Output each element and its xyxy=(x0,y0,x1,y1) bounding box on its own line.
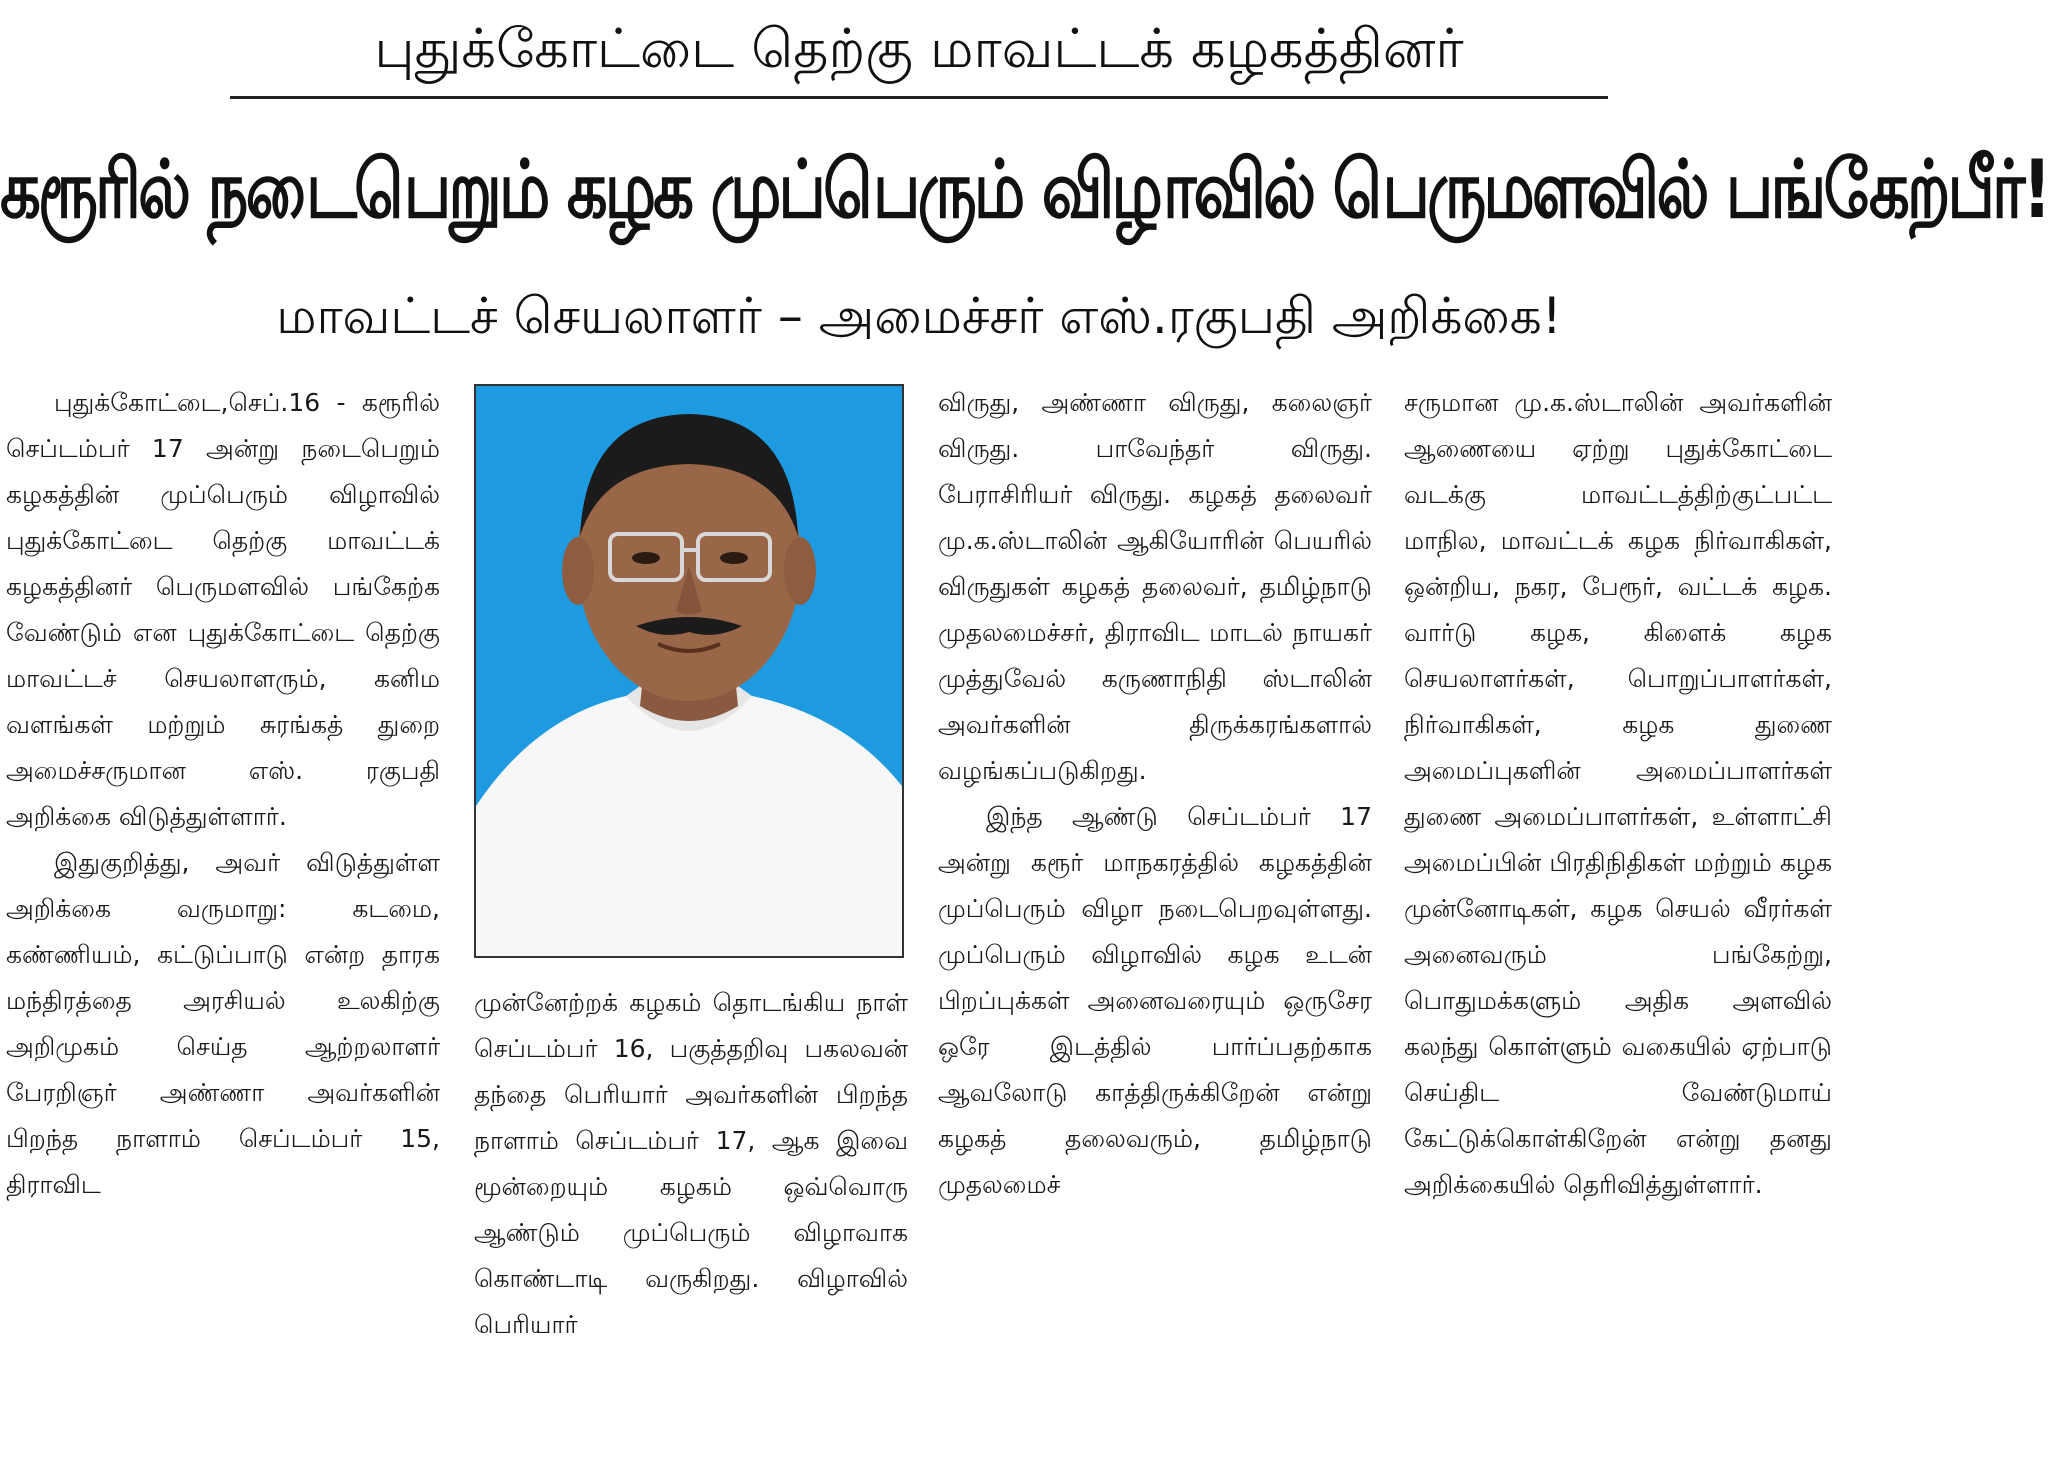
article-column-3 xyxy=(938,380,1372,1208)
column-1-paragraph-2: இதுகுறித்து, அவர் விடுத்துள்ள அறிக்கை வருமாறு: கடமை, கண்ணியம், கட்டுப்பாடு என்ற தாரக மந்திரத்தை அரசியல் உலகிற்கு அறிமுகம் செய்த ஆற்றலாளர் பேரறிஞர் அண்ணா அவர்களின் பிறந்த நாளாம் செப்டம்பர் 15, திராவிட xyxy=(6,848,440,1199)
article-column-2 xyxy=(474,980,908,1348)
article-column-4 xyxy=(1404,380,1832,1208)
main-headline: கரூரில் நடைபெறும் கழக முப்பெரும் விழாவில் பெருமளவில் பங்கேற்பீர்! xyxy=(0,144,2049,237)
portrait-illustration xyxy=(476,386,902,956)
article-column-1 xyxy=(6,380,440,1208)
column-2-paragraph-1: முன்னேற்றக் கழகம் தொடங்கிய நாள் செப்டம்பர் 16, பகுத்தறிவு பகலவன் தந்தை பெரியார் அவர்களின் பிறந்த நாளாம் செப்டம்பர் 17, ஆக இவை மூன்றையும் கழகம் ஒவ்வொரு ஆண்டும் முப்பெரும் விழாவாக கொண்டாடி வருகிறது. விழாவில் பெரியார் xyxy=(474,988,908,1339)
column-1-paragraph-1: புதுக்கோட்டை,செப்.16 - கரூரில் செப்டம்பர் 17 அன்று நடைபெறும் கழகத்தின் முப்பெரும் விழாவில் புதுக்கோட்டை தெற்கு மாவட்டக் கழகத்தினர் பெருமளவில் பங்கேற்க வேண்டும் என புதுக்கோட்டை தெற்கு மாவட்டச் செயலாளரும், கனிம வளங்கள் மற்றும் சுரங்கத் துறை அமைச்சருமான எஸ். ரகுபதி அறிக்கை விடுத்துள்ளார். xyxy=(6,388,440,831)
column-3-paragraph-2: இந்த ஆண்டு செப்டம்பர் 17 அன்று கரூர் மாநகரத்தில் கழகத்தின் முப்பெரும் விழா நடைபெறவுள்ளது. முப்பெரும் விழாவில் கழக உடன் பிறப்புக்கள் அனைவரையும் ஒருசேர ஒரே இடத்தில் பார்ப்பதற்காக ஆவலோடு காத்திருக்கிறேன் என்று கழகத் தலைவரும், தமிழ்நாடு முதலமைச் xyxy=(938,802,1372,1199)
kicker-heading: புதுக்கோட்டை தெற்கு மாவட்டக் கழகத்தினர் xyxy=(374,17,1464,80)
subheadline: மாவட்டச் செயலாளர் – அமைச்சர் எஸ்.ரகுபதி அறிக்கை! xyxy=(276,287,1562,345)
minister-portrait-photo xyxy=(474,384,904,958)
kicker-underline xyxy=(230,96,1608,99)
column-3-paragraph-1: விருது, அண்ணா விருது, கலைஞர் விருது. பாவேந்தர் விருது. பேராசிரியர் விருது. கழகத் தலைவர் மு.க.ஸ்டாலின் ஆகியோரின் பெயரில் விருதுகள் கழகத் தலைவர், தமிழ்நாடு முதலமைச்சர், திராவிட மாடல் நாயகர் முத்துவேல் கருணாநிதி ஸ்டாலின் அவர்களின் திருக்கரங்களால் வழங்கப்படுகிறது. xyxy=(938,388,1372,785)
column-4-paragraph-1: சருமான மு.க.ஸ்டாலின் அவர்களின் ஆணையை ஏற்று புதுக்கோட்டை வடக்கு மாவட்டத்திற்குட்பட்ட மாநில, மாவட்டக் கழக நிர்வாகிகள், ஒன்றிய, நகர, பேரூர், வட்டக் கழக. வார்டு கழக, கிளைக் கழக செயலாளர்கள், பொறுப்பாளர்கள், நிர்வாகிகள், கழக துணை அமைப்புகளின் அமைப்பாளர்கள் துணை அமைப்பாளர்கள், உள்ளாட்சி அமைப்பின் பிரதிநிதிகள் மற்றும் கழக முன்னோடிகள், கழக செயல் வீரர்கள் அனைவரும் பங்கேற்று, பொதுமக்களும் அதிக அளவில் கலந்து கொள்ளும் வகையில் ஏற்பாடு செய்திட வேண்டுமாய் கேட்டுக்கொள்கிறேன் என்று தனது அறிக்கையில் தெரிவித்துள்ளார். xyxy=(1404,388,1832,1199)
